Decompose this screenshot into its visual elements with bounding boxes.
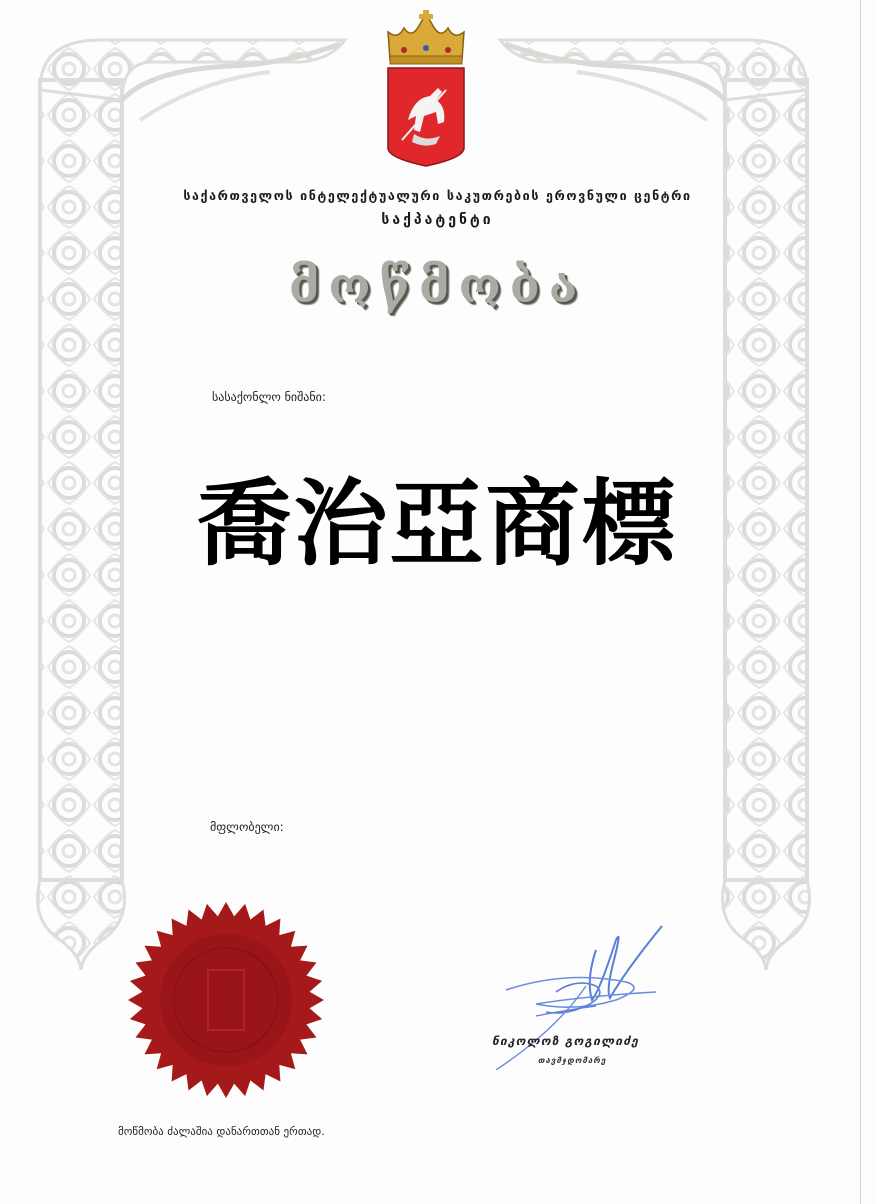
organization-name: საქართველოს ინტელექტუალური საკუთრების ეროვნული ცენტრი — [183, 188, 692, 203]
signer-name: ნიკოლოზ გოგილიძე — [492, 1034, 640, 1048]
document-type: საქპატენტი — [381, 212, 494, 228]
trademark-value: 喬治亞商標 — [197, 470, 678, 579]
certificate-title: მოწმობა — [288, 258, 587, 314]
shield-icon — [388, 68, 464, 166]
footer-note: მოწმობა ძალაშია დანართთან ერთად. — [118, 1125, 325, 1138]
trademark-label: სასაქონლო ნიშანი: — [212, 390, 326, 404]
owner-label: მფლობელი: — [210, 820, 284, 834]
crown-icon — [388, 10, 464, 64]
signer-title: თავმჯდომარე — [538, 1056, 607, 1065]
red-wax-seal-icon — [126, 900, 326, 1100]
coat-of-arms-emblem — [384, 10, 468, 170]
